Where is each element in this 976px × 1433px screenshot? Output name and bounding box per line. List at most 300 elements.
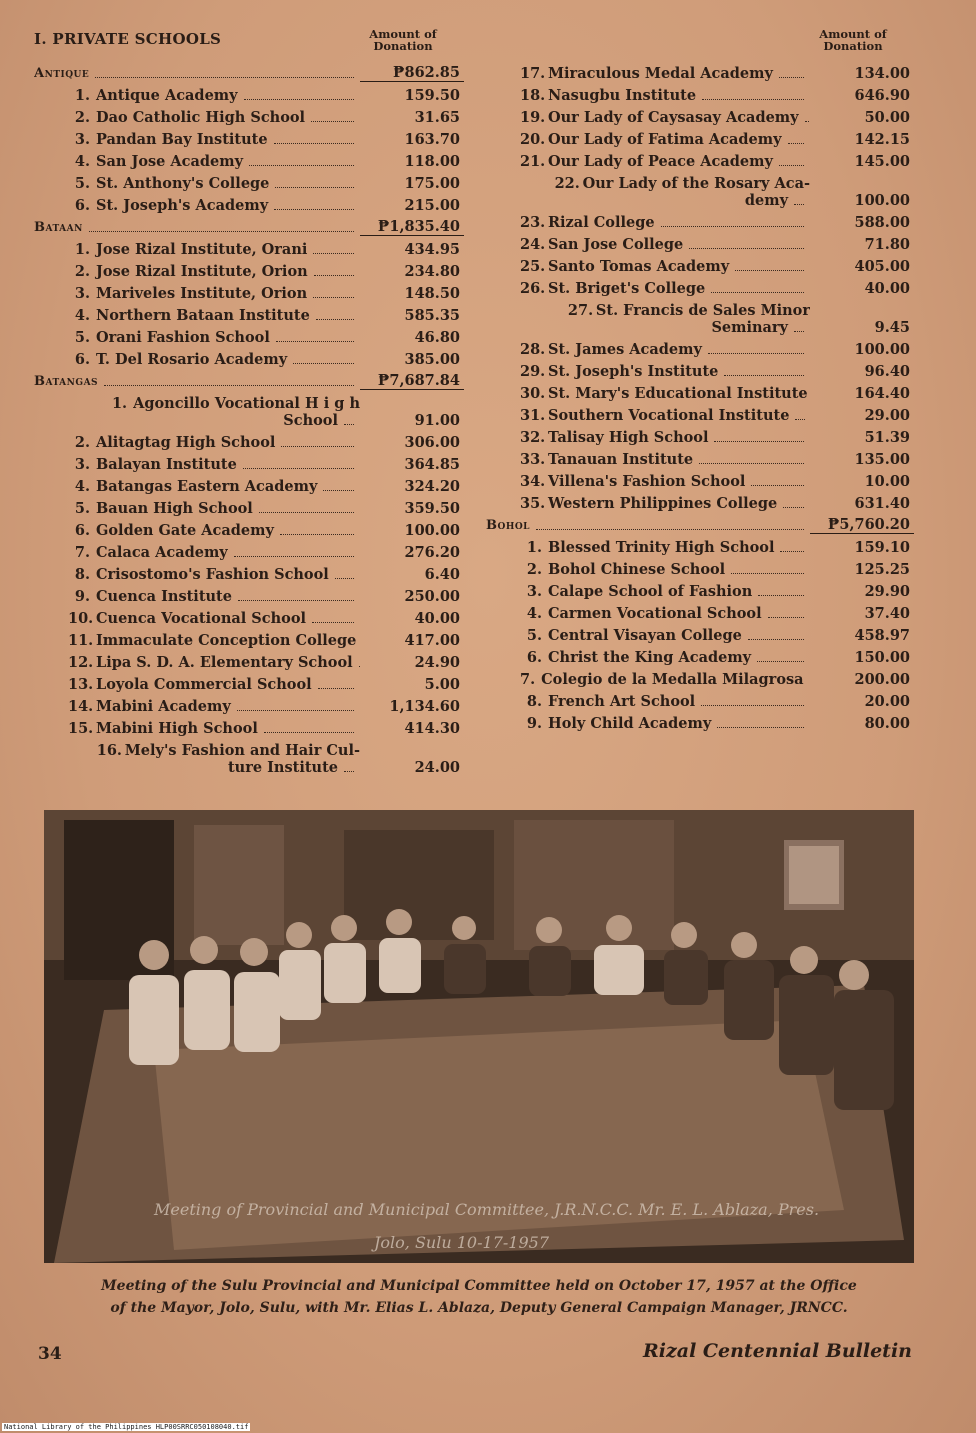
leader-dots [89, 231, 354, 232]
school-name: St. Joseph's Academy [96, 197, 269, 214]
donation-amount: 175.00 [404, 175, 460, 192]
school-number: 10. [68, 610, 94, 627]
leader-dots [311, 121, 354, 122]
school-number: 19. [520, 109, 546, 126]
school-name-continued: School [283, 412, 338, 429]
school-row [34, 302, 464, 324]
donation-amount: 80.00 [864, 715, 910, 732]
school-label-wrap [486, 561, 810, 578]
school-label-line-1 [555, 175, 810, 192]
school-name: San Jose College [548, 236, 684, 253]
school-label-wrap [486, 65, 810, 82]
school-name: Mariveles Institute, Orion [96, 285, 308, 302]
province-total: ₱862.85 [360, 64, 464, 82]
donation-amount: 125.25 [854, 561, 910, 578]
school-row [486, 358, 914, 380]
school-row [486, 380, 914, 402]
school-label-wrap [486, 385, 810, 402]
school-number: 33. [520, 451, 546, 468]
school-name: Batangas Eastern Academy [96, 478, 318, 495]
leader-dots [316, 319, 354, 320]
school-label-line-1 [97, 742, 360, 759]
leader-dots [714, 441, 804, 442]
school-row [34, 473, 464, 495]
school-row [34, 104, 464, 126]
school-number: 4. [74, 153, 90, 170]
donation-amount: 405.00 [854, 258, 910, 275]
province-row [34, 368, 464, 390]
school-name: Mely's Fashion and Hair Cul- [124, 742, 360, 759]
school-number: 3. [74, 456, 90, 473]
school-row [34, 517, 464, 539]
school-row [486, 666, 914, 688]
school-name: Southern Vocational Institute [548, 407, 790, 424]
school-number: 13. [68, 676, 94, 693]
school-name: St. Francis de Sales Minor [595, 302, 810, 319]
school-label-wrap [486, 131, 810, 148]
school-label-wrap [486, 109, 810, 126]
leader-dots [699, 463, 804, 464]
province-label-wrap [486, 517, 810, 534]
donation-amount: 29.90 [864, 583, 910, 600]
leader-dots [293, 363, 354, 364]
school-name: Pandan Bay Institute [96, 131, 268, 148]
school-number: 7. [520, 671, 536, 688]
school-number: 21. [520, 153, 546, 170]
leader-dots [244, 99, 354, 100]
school-label-wrap [486, 153, 810, 170]
donation-amount: 145.00 [854, 153, 910, 170]
school-name: T. Del Rosario Academy [96, 351, 288, 368]
school-number: 22. [554, 175, 580, 192]
donation-amount: 100.00 [404, 522, 460, 539]
school-number: 1. [74, 87, 90, 104]
left-donation-list [34, 60, 464, 776]
right-donation-list [486, 60, 914, 732]
school-label-wrap [34, 109, 360, 126]
school-name: Santo Tomas Academy [548, 258, 730, 275]
school-row [34, 649, 464, 671]
school-row [486, 710, 914, 732]
photo-caption [44, 1275, 914, 1319]
school-row [486, 578, 914, 600]
school-label-wrap [486, 451, 810, 468]
leader-dots [238, 600, 354, 601]
school-row [34, 451, 464, 473]
school-label-line-2 [255, 412, 360, 429]
school-row [34, 671, 464, 693]
caption-line-2: of the Mayor, Jolo, Sulu, with Mr. Elias L. Ablaza, Deputy General Campaign Manager, JRNCC. [110, 1300, 848, 1316]
school-label-wrap [486, 280, 810, 297]
svg-text:Meeting of Provincial and Muni: Meeting of Provincial and Municipal Committee, J.R.N.C.C. Mr. E. L. Ablaza, Pres. [154, 1200, 820, 1219]
left-column [34, 28, 464, 776]
donation-amount: 385.00 [404, 351, 460, 368]
school-number: 5. [74, 329, 90, 346]
school-name: Dao Catholic High School [96, 109, 306, 126]
school-name: Agoncillo Vocational H i g h [133, 395, 360, 412]
school-name: Talisay High School [548, 429, 709, 446]
school-row [486, 253, 914, 275]
province-total: ₱1,835.40 [360, 218, 464, 236]
school-row [486, 600, 914, 622]
leader-dots [344, 424, 354, 425]
school-number: 2. [74, 434, 90, 451]
donation-amount: 46.80 [414, 329, 460, 346]
school-row [34, 539, 464, 561]
school-number: 5. [74, 175, 90, 192]
leader-dots [323, 490, 354, 491]
school-number: 23. [520, 214, 546, 231]
school-number: 3. [526, 583, 542, 600]
left-column-header [34, 28, 464, 60]
school-name: Villena's Fashion School [548, 473, 746, 490]
donation-amount: 359.50 [404, 500, 460, 517]
school-label-wrap [34, 175, 360, 192]
school-label-wrap [34, 742, 360, 776]
school-name: Western Philippines College [548, 495, 778, 512]
scan-label: National Library of the Philippines HLP00SRRC050108040.tif [4, 1423, 249, 1431]
leader-dots [708, 353, 804, 354]
donation-amount: 150.00 [854, 649, 910, 666]
school-label-wrap [34, 395, 360, 429]
school-name: Jose Rizal Institute, Orion [96, 263, 308, 280]
school-name: Antique Academy [96, 87, 238, 104]
school-label-wrap [34, 351, 360, 368]
donation-amount: 100.00 [854, 341, 910, 358]
school-number: 9. [74, 588, 90, 605]
meeting-photo-illustration [44, 810, 914, 1263]
donation-amount: 6.40 [424, 566, 460, 583]
right-column-header [486, 28, 914, 60]
school-label-wrap [34, 131, 360, 148]
leader-dots [259, 512, 354, 513]
leader-dots [689, 248, 804, 249]
school-label-wrap [486, 495, 810, 512]
school-row [486, 534, 914, 556]
leader-dots [536, 529, 804, 530]
province-total: ₱7,687.84 [360, 372, 464, 390]
leader-dots [768, 617, 804, 618]
leader-dots [335, 578, 354, 579]
school-name-continued: demy [744, 192, 788, 209]
leader-dots [758, 595, 804, 596]
donation-amount: 135.00 [854, 451, 910, 468]
donation-amount: 100.00 [854, 192, 910, 209]
donation-amount: 234.80 [404, 263, 460, 280]
school-number: 31. [520, 407, 546, 424]
school-number: 34. [520, 473, 546, 490]
donation-amount: 10.00 [864, 473, 910, 490]
school-name: Lipa S. D. A. Elementary School [96, 654, 353, 671]
school-label-wrap [486, 605, 810, 622]
school-row [34, 561, 464, 583]
province-name: Batangas [34, 374, 99, 389]
school-name: Immaculate Conception College [96, 632, 357, 649]
page-number: 34 [38, 1344, 62, 1364]
school-label-line-1 [568, 302, 810, 319]
school-number: 24. [520, 236, 546, 253]
school-row [486, 209, 914, 231]
leader-dots [701, 705, 804, 706]
school-number: 20. [520, 131, 546, 148]
school-label-wrap [486, 258, 810, 275]
province-label-wrap [34, 373, 360, 390]
school-label-wrap [34, 241, 360, 258]
school-row [34, 82, 464, 104]
donation-amount: 50.00 [864, 109, 910, 126]
leader-dots [280, 534, 354, 535]
school-number: 1. [74, 241, 90, 258]
donation-amount: 588.00 [854, 214, 910, 231]
school-name: Our Lady of Peace Academy [548, 153, 773, 170]
school-row [486, 60, 914, 82]
school-number: 6. [526, 649, 542, 666]
donation-amount: 134.00 [854, 65, 910, 82]
leader-dots [724, 375, 804, 376]
donation-amount: 148.50 [404, 285, 460, 302]
school-name: Mabini High School [96, 720, 258, 737]
school-number: 3. [74, 131, 90, 148]
donation-amount: 29.00 [864, 407, 910, 424]
school-row [486, 275, 914, 297]
school-row [486, 622, 914, 644]
donation-amount: 458.97 [854, 627, 910, 644]
donation-amount: 1,134.60 [389, 698, 460, 715]
leader-dots [264, 732, 354, 733]
school-number: 14. [68, 698, 94, 715]
school-name: Miraculous Medal Academy [548, 65, 773, 82]
school-row [486, 297, 914, 336]
school-number: 7. [74, 544, 90, 561]
school-label-wrap [486, 175, 810, 209]
school-label-line-2 [683, 319, 810, 336]
school-name: French Art School [548, 693, 696, 710]
school-row [34, 126, 464, 148]
school-row [486, 490, 914, 512]
school-name: Rizal College [548, 214, 655, 231]
leader-dots [312, 622, 354, 623]
donation-amount: 40.00 [414, 610, 460, 627]
school-label-wrap [486, 539, 810, 556]
school-label-wrap [34, 676, 360, 693]
school-number: 2. [74, 263, 90, 280]
school-number: 30. [520, 385, 546, 402]
school-row [34, 715, 464, 737]
school-row [34, 737, 464, 776]
school-row [486, 556, 914, 578]
school-name: Our Lady of Caysasay Academy [548, 109, 799, 126]
school-name: Calaca Academy [96, 544, 228, 561]
school-number: 6. [74, 522, 90, 539]
donation-amount: 24.00 [414, 759, 460, 776]
leader-dots [314, 275, 354, 276]
donation-amount: 9.45 [874, 319, 910, 336]
leader-dots [711, 292, 804, 293]
school-row [486, 336, 914, 358]
school-name-continued: Seminary [711, 319, 788, 336]
province-label-wrap [34, 65, 360, 82]
school-name: Loyola Commercial School [96, 676, 312, 693]
province-name: Bataan [34, 220, 83, 235]
leader-dots [274, 143, 354, 144]
school-label-wrap [486, 302, 810, 336]
school-label-wrap [34, 654, 360, 671]
school-row [34, 280, 464, 302]
donation-amount: 324.20 [404, 478, 460, 495]
school-name: San Jose Academy [96, 153, 244, 170]
school-label-wrap [34, 197, 360, 214]
school-name: Colegio de la Medalla Milagrosa [541, 671, 804, 688]
school-number: 4. [74, 478, 90, 495]
school-number: 29. [520, 363, 546, 380]
leader-dots [783, 507, 804, 508]
school-row [486, 231, 914, 253]
school-number: 12. [68, 654, 94, 671]
province-row [34, 60, 464, 82]
donation-amount: 37.40 [864, 605, 910, 622]
school-name: Golden Gate Academy [96, 522, 274, 539]
publication-title: Rizal Centennial Bulletin [642, 1340, 912, 1362]
leader-dots [735, 270, 804, 271]
school-label-wrap [486, 473, 810, 490]
leader-dots [243, 468, 354, 469]
donation-amount: 71.80 [864, 236, 910, 253]
school-name: Crisostomo's Fashion School [96, 566, 329, 583]
school-label-wrap [34, 698, 360, 715]
school-row [486, 170, 914, 209]
school-label-wrap [486, 627, 810, 644]
school-label-wrap [486, 214, 810, 231]
school-row [486, 446, 914, 468]
amount-heading: Amount of Donation [819, 27, 887, 53]
donation-amount: 585.35 [404, 307, 460, 324]
school-number: 32. [520, 429, 546, 446]
leader-dots [344, 771, 354, 772]
school-number: 5. [74, 500, 90, 517]
school-number: 25. [520, 258, 546, 275]
donation-amount: 5.00 [424, 676, 460, 693]
leader-dots [249, 165, 354, 166]
school-label-wrap [486, 671, 810, 688]
school-name: Holy Child Academy [548, 715, 712, 732]
leader-dots [274, 209, 354, 210]
school-label-wrap [34, 544, 360, 561]
school-name: Bohol Chinese School [548, 561, 726, 578]
school-number: 5. [526, 627, 542, 644]
donation-amount: 646.90 [854, 87, 910, 104]
school-name: Our Lady of the Rosary Aca- [582, 175, 810, 192]
donation-amount: 434.95 [404, 241, 460, 258]
school-name: Our Lady of Fatima Academy [548, 131, 782, 148]
leader-dots [795, 419, 805, 420]
meeting-photo [44, 810, 914, 1263]
school-label-wrap [34, 456, 360, 473]
school-label-wrap [34, 329, 360, 346]
school-number: 16. [96, 742, 122, 759]
school-label-wrap [34, 434, 360, 451]
school-name: Cuenca Vocational School [96, 610, 307, 627]
donation-amount: 306.00 [404, 434, 460, 451]
donation-amount: 215.00 [404, 197, 460, 214]
province-label-wrap [34, 219, 360, 236]
leader-dots [313, 253, 354, 254]
school-name: Balayan Institute [96, 456, 237, 473]
donation-amount: 631.40 [854, 495, 910, 512]
school-row [34, 324, 464, 346]
school-number: 1. [111, 395, 128, 412]
school-row [486, 82, 914, 104]
school-row [34, 258, 464, 280]
leader-dots [237, 710, 354, 711]
donation-amount: 414.30 [404, 720, 460, 737]
school-number: 27. [567, 302, 594, 319]
school-label-line-1 [105, 395, 360, 412]
school-row [34, 236, 464, 258]
leader-dots [794, 204, 804, 205]
leader-dots [234, 556, 354, 557]
school-name: Carmen Vocational School [548, 605, 762, 622]
school-row [486, 468, 914, 490]
school-label-wrap [486, 341, 810, 358]
school-label-wrap [486, 87, 810, 104]
school-number: 11. [68, 632, 94, 649]
school-number: 2. [74, 109, 90, 126]
school-number: 9. [526, 715, 542, 732]
school-label-wrap [34, 87, 360, 104]
school-label-wrap [34, 632, 360, 649]
school-row [34, 605, 464, 627]
donation-amount: 118.00 [404, 153, 460, 170]
school-number: 28. [520, 341, 546, 358]
leader-dots [318, 688, 354, 689]
leader-dots [780, 551, 804, 552]
school-label-wrap [34, 720, 360, 737]
school-row [34, 390, 464, 429]
school-row [34, 346, 464, 368]
school-label-wrap [34, 263, 360, 280]
school-label-wrap [486, 236, 810, 253]
donation-amount: 20.00 [864, 693, 910, 710]
school-name: Jose Rizal Institute, Orani [96, 241, 308, 258]
right-column [486, 28, 914, 732]
school-name: Mabini Academy [96, 698, 231, 715]
donation-amount: 164.40 [854, 385, 910, 402]
school-number: 8. [526, 693, 542, 710]
school-label-wrap [486, 407, 810, 424]
donation-amount: 51.39 [864, 429, 910, 446]
school-label-line-2 [717, 192, 810, 209]
school-number: 3. [74, 285, 90, 302]
school-row [34, 148, 464, 170]
school-row [486, 402, 914, 424]
school-label-line-2 [200, 759, 360, 776]
school-label-wrap [34, 522, 360, 539]
school-label-wrap [34, 500, 360, 517]
school-label-wrap [34, 307, 360, 324]
school-name-continued: ture Institute [227, 759, 338, 776]
school-name: Bauan High School [96, 500, 253, 517]
school-name: Cuenca Institute [96, 588, 232, 605]
school-row [486, 688, 914, 710]
school-name: Tanauan Institute [548, 451, 694, 468]
school-row [34, 627, 464, 649]
school-name: Nasugbu Institute [548, 87, 697, 104]
school-name: St. Joseph's Institute [548, 363, 719, 380]
school-row [486, 126, 914, 148]
donation-amount: 200.00 [854, 671, 910, 688]
school-number: 8. [74, 566, 90, 583]
school-name: St. James Academy [548, 341, 702, 358]
